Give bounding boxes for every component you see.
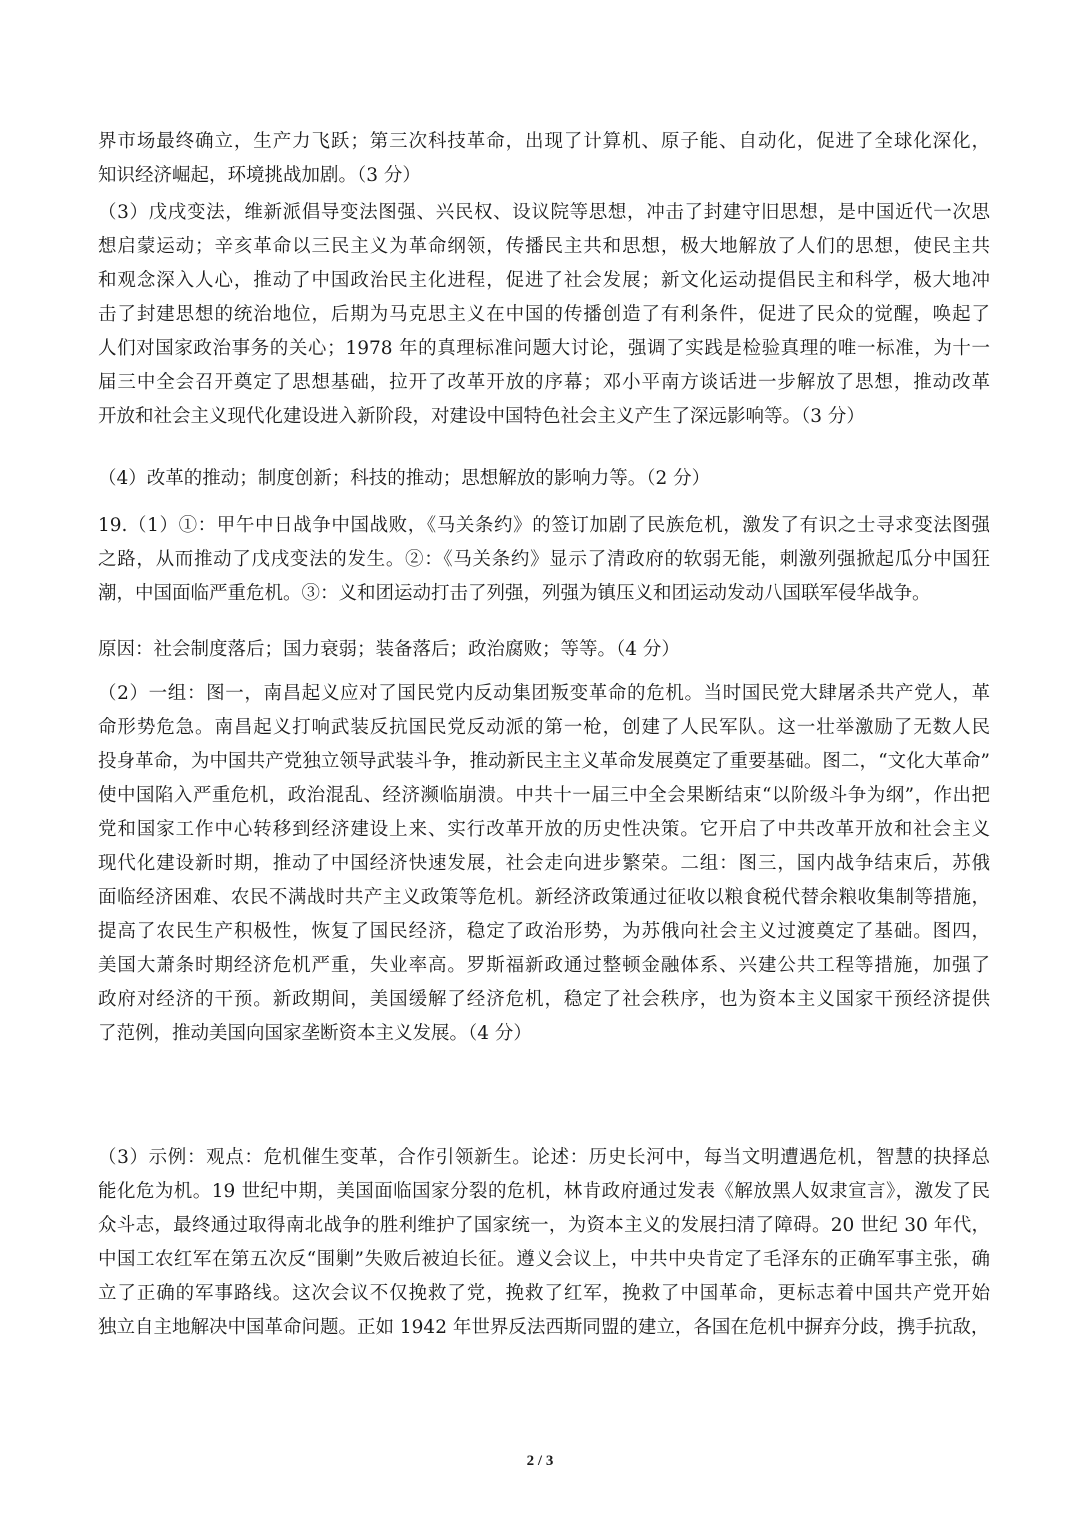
text-line: 人们对国家政治事务的关心；1978 年的真理标准问题大讨论，强调了实践是检验真理的唯一标准，为十一 <box>98 338 990 359</box>
paragraph-q18-2-continuation <box>98 125 990 193</box>
text-line: 政府对经济的干预。新政期间，美国缓解了经济危机，稳定了社会秩序，也为资本主义国家干预经济提供 <box>98 989 990 1010</box>
text-line: 党和国家工作中心转移到经济建设上来、实行改革开放的历史性决策。它开启了中共改革开放和社会主义 <box>98 819 990 840</box>
text-line: 界市场最终确立，生产力飞跃；第三次科技革命，出现了计算机、原子能、自动化，促进了全球化深化， <box>98 131 990 152</box>
paragraph-q19-2 <box>98 677 990 1051</box>
text-line: 19.（1）①：甲午中日战争中国战败，《马关条约》的签订加剧了民族危机，激发了有识之士寻求变法图强 <box>98 515 990 536</box>
text-line: 知识经济崛起，环境挑战加剧。（3 分） <box>98 165 421 186</box>
paragraph-q18-4 <box>98 462 990 496</box>
text-line: 和观念深入人心，推动了中国政治民主化进程，促进了社会发展；新文化运动提倡民主和科学，极大地冲 <box>98 270 990 291</box>
text-line: 想启蒙运动；辛亥革命以三民主义为革命纲领，传播民主共和思想，极大地解放了人们的思想，使民主共 <box>98 236 990 257</box>
text-line: （3）示例：观点：危机催生变革，合作引领新生。论述：历史长河中，每当文明遭遇危机，智慧的抉择总 <box>98 1147 990 1168</box>
text-line: 美国大萧条时期经济危机严重，失业率高。罗斯福新政通过整顿金融体系、兴建公共工程等措施，加强了 <box>98 955 990 976</box>
text-line: 立了正确的军事路线。这次会议不仅挽救了党，挽救了红军，挽救了中国革命，更标志着中国共产党开始 <box>98 1283 990 1304</box>
paragraph-q19-1 <box>98 509 990 611</box>
text-line: 使中国陷入严重危机，政治混乱、经济濒临崩溃。中共十一届三中全会果断结束“以阶级斗争为纲”，作出把 <box>98 785 990 806</box>
text-line: 之路，从而推动了戊戌变法的发生。②：《马关条约》显示了清政府的软弱无能，刺激列强掀起瓜分中国狂 <box>98 549 990 570</box>
text-line: 现代化建设新时期，推动了中国经济快速发展，社会走向进步繁荣。二组：图三，国内战争结束后，苏俄 <box>98 853 990 874</box>
text-line: 众斗志，最终通过取得南北战争的胜利维护了国家统一，为资本主义的发展扫清了障碍。20 世纪 30 年代， <box>98 1215 990 1236</box>
text-line: 投身革命，为中国共产党独立领导武装斗争，推动新民主主义革命发展奠定了重要基础。图二，“文化大革命” <box>98 751 990 772</box>
text-line: 提高了农民生产积极性，恢复了国民经济，稳定了政治形势，为苏俄向社会主义过渡奠定了基础。图四， <box>98 921 990 942</box>
text-line: 击了封建思想的统治地位，后期为马克思主义在中国的传播创造了有利条件，促进了民众的觉醒，唤起了 <box>98 304 990 325</box>
page-number: 2 / 3 <box>526 1453 554 1469</box>
text-line: 了范例，推动美国向国家垄断资本主义发展。（4 分） <box>98 1023 532 1044</box>
text-line: 独立自主地解决中国革命问题。正如 1942 年世界反法西斯同盟的建立，各国在危机中摒弃分歧，携手抗敌， <box>98 1317 990 1338</box>
text-line: （2）一组：图一，南昌起义应对了国民党内反动集团叛变革命的危机。当时国民党大肆屠杀共产党人，革 <box>98 683 990 704</box>
text-line: 能化危为机。19 世纪中期，美国面临国家分裂的危机，林肯政府通过发表《解放黑人奴隶宣言》，激发了民 <box>98 1181 990 1202</box>
text-line: 中国工农红军在第五次反“围剿”失败后被迫长征。遵义会议上，中共中央肯定了毛泽东的正确军事主张，确 <box>98 1249 990 1270</box>
text-line: 命形势危急。南昌起义打响武装反抗国民党反动派的第一枪，创建了人民军队。这一壮举激励了无数人民 <box>98 717 990 738</box>
paragraph-q19-1-reason <box>98 633 990 667</box>
text-line: （3）戊戌变法，维新派倡导变法图强、兴民权、设议院等思想，冲击了封建守旧思想，是中国近代一次思 <box>98 202 990 223</box>
text-line: 面临经济困难、农民不满战时共产主义政策等危机。新经济政策通过征收以粮食税代替余粮收集制等措施， <box>98 887 990 908</box>
text-line: （4）改革的推动；制度创新；科技的推动；思想解放的影响力等。（2 分） <box>98 468 711 489</box>
text-line: 潮，中国面临严重危机。③：义和团运动打击了列强，列强为镇压义和团运动发动八国联军侵华战争。 <box>98 583 931 604</box>
text-line: 原因：社会制度落后；国力衰弱；装备落后；政治腐败；等等。（4 分） <box>98 639 680 660</box>
paragraph-q19-3 <box>98 1141 990 1345</box>
text-line: 届三中全会召开奠定了思想基础，拉开了改革开放的序幕；邓小平南方谈话进一步解放了思想，推动改革 <box>98 372 990 393</box>
paragraph-q18-3 <box>98 196 990 434</box>
text-line: 开放和社会主义现代化建设进入新阶段，对建设中国特色社会主义产生了深远影响等。（3 分） <box>98 406 865 427</box>
